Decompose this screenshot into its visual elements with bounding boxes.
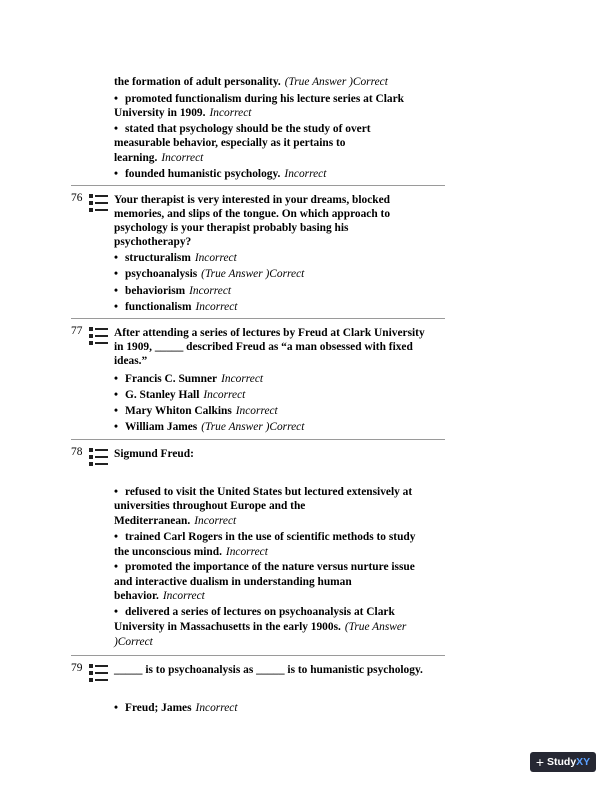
question-list-icon [89,326,110,347]
answer-option-line: Mediterranean. Incorrect [114,515,237,527]
answer-verdict: Incorrect [221,373,264,385]
answer-option[interactable]: • structuralism Incorrect [114,252,237,264]
answer-verdict: Incorrect [194,515,237,527]
question-divider [71,185,445,186]
answer-option[interactable]: • Freud; James Incorrect [114,702,238,714]
carryover-option-line: the formation of adult personality. (True Answer )Correct [114,76,388,88]
answer-option-line: behavior. Incorrect [114,590,205,602]
question-divider [71,318,445,319]
question-stem-line: Sigmund Freud: [114,448,194,460]
answer-option[interactable]: • behaviorism Incorrect [114,285,232,297]
answer-verdict: (True Answer )Correct [284,76,388,88]
answer-option-line [114,635,153,650]
question-stem-line: psychology is your therapist probably basing his [114,222,349,234]
question-stem-line: Your therapist is very interested in your dreams, blocked [114,194,391,206]
answer-verdict: Incorrect [189,285,232,297]
answer-option[interactable]: • trained Carl Rogers in the use of scientific methods to study [114,531,416,543]
answer-verdict: Incorrect [235,405,278,417]
question-number: 78 [71,446,83,458]
answer-verdict: Incorrect [209,107,252,119]
answer-option[interactable]: • refused to visit the United States but lectured extensively at [114,486,413,498]
answer-verdict: (True Answer [344,621,407,633]
answer-verdict: Incorrect [194,252,237,264]
question-number: 76 [71,192,83,204]
answer-option-line: universities throughout Europe and the [114,500,306,512]
answer-option[interactable]: • Mary Whiton Calkins Incorrect [114,405,278,417]
option-line: • founded humanistic psychology. Incorrect [114,168,327,180]
answer-verdict: Incorrect [162,590,205,602]
answer-option[interactable]: • functionalism Incorrect [114,301,238,313]
question-stem-line: _____ is to psychoanalysis as _____ is to humanistic psychology. [114,664,423,676]
answer-option[interactable]: • psychoanalysis (True Answer )Correct [114,268,305,280]
question-divider [71,439,445,440]
plus-icon: + [535,754,544,770]
answer-option[interactable]: • delivered a series of lectures on psychoanalysis at Clark [114,606,395,618]
option-line: • stated that psychology should be the study of overt [114,123,371,135]
answer-verdict: Incorrect [203,389,246,401]
answer-verdict: Incorrect [225,546,268,558]
answer-verdict: (True Answer )Correct [201,421,305,433]
answer-option[interactable]: • promoted the importance of the nature versus nurture issue [114,561,415,573]
answer-option[interactable]: • Francis C. Sumner Incorrect [114,373,264,385]
question-list-icon [89,193,110,214]
answer-option[interactable]: • G. Stanley Hall Incorrect [114,389,246,401]
option-line: • promoted functionalism during his lecture series at Clark [114,93,404,105]
question-stem-line: in 1909, _____ described Freud as “a man obsessed with fixed [114,341,413,353]
question-divider [71,655,445,656]
question-number: 77 [71,325,83,337]
answer-option[interactable]: • William James (True Answer )Correct [114,421,305,433]
option-line: University in 1909. Incorrect [114,107,252,119]
question-list-icon [89,447,110,468]
question-stem-line: ideas.” [114,355,148,367]
option-line: measurable behavior, especially as it pertains to [114,137,346,149]
question-stem-line: psychotherapy? [114,236,192,248]
answer-verdict: Incorrect [284,168,327,180]
question-stem-line: After attending a series of lectures by Freud at Clark University [114,327,425,339]
answer-verdict: Incorrect [195,301,238,313]
studyxy-logo[interactable]: + Study XY [530,752,596,772]
question-list-icon [89,663,110,684]
answer-verdict: (True Answer )Correct [201,268,305,280]
question-stem-line: memories, and slips of the tongue. On which approach to [114,208,391,220]
answer-option-line: University in Massachusetts in the early 1900s. (True Answer [114,621,407,633]
answer-option-line: and interactive dualism in understanding human [114,576,352,588]
answer-verdict: Incorrect [195,702,238,714]
answer-verdict: Incorrect [161,152,204,164]
answer-verdict: )Correct [114,636,153,648]
answer-option-line: the unconscious mind. Incorrect [114,546,268,558]
option-line: learning. Incorrect [114,152,204,164]
question-number: 79 [71,662,83,674]
